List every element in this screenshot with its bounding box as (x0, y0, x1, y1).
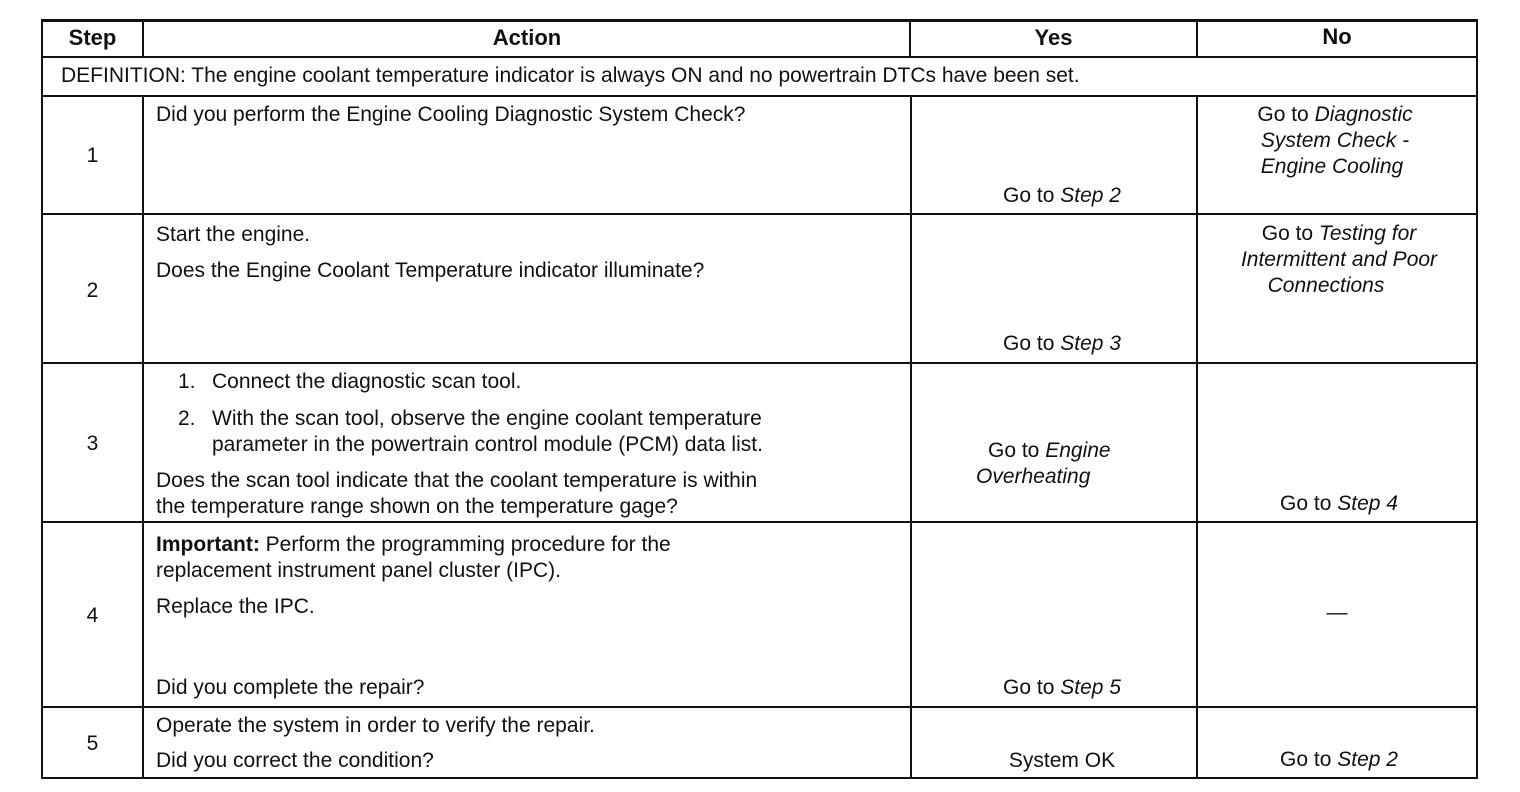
yes-target-line1: Engine (1045, 439, 1111, 462)
go-to-label: Go to (1257, 103, 1309, 126)
no-target: Step 2 (1337, 748, 1398, 771)
table-border-left (41, 19, 43, 779)
list-item-number: 2. (178, 407, 196, 430)
step-number: 4 (86, 604, 99, 627)
action-question (156, 468, 908, 520)
go-to-label: Go to (1261, 222, 1314, 245)
definition-text: DEFINITION: The engine coolant temperature indicator is always ON and no powertrain DTCs have been set. (61, 64, 1080, 87)
yes-result (911, 675, 1213, 701)
no-target-line2: System Check - (1260, 129, 1410, 152)
go-to-label: Go to (1003, 332, 1055, 355)
no-target: Step 4 (1337, 492, 1398, 515)
action-question: Does the Engine Coolant Temperature indicator illuminate? (156, 259, 705, 282)
definition-divider (41, 95, 1478, 97)
step-action-divider (142, 95, 144, 779)
no-target-line1: Testing for (1318, 222, 1417, 245)
yes-target: Step 2 (1060, 184, 1121, 207)
row1-divider (41, 213, 1478, 215)
yes-result: System OK (1008, 749, 1116, 772)
row4-divider (41, 706, 1478, 708)
yes-target: Step 3 (1060, 332, 1121, 355)
step-number: 5 (86, 732, 99, 755)
header-no: No (1322, 24, 1352, 49)
important-label: Important: (156, 533, 260, 556)
yes-result (976, 438, 1191, 490)
no-result (1198, 747, 1480, 773)
step-number: 3 (86, 432, 99, 455)
question-line: Does the scan tool indicate that the coolant temperature is within (156, 469, 758, 492)
question-line: the temperature range shown on the temperature gage? (156, 495, 678, 518)
list-item (212, 406, 908, 458)
row3-divider (41, 521, 1478, 523)
list-item: Connect the diagnostic scan tool. (212, 370, 522, 393)
important-note (156, 532, 908, 584)
header-divider (41, 56, 1478, 58)
step-number: 2 (86, 279, 99, 302)
yes-result (911, 331, 1213, 357)
action-line: Operate the system in order to verify the repair. (156, 714, 595, 737)
header-action: Action (492, 25, 562, 50)
go-to-label: Go to (1280, 492, 1332, 515)
row2-divider (41, 362, 1478, 364)
no-target-line3: Connections (1267, 274, 1385, 297)
go-to-label: Go to (1280, 748, 1332, 771)
yes-target-line2: Overheating (976, 465, 1091, 488)
step-number: 1 (86, 144, 99, 167)
go-to-label: Go to (1003, 676, 1055, 699)
no-target-line2: Intermittent and Poor (1240, 248, 1438, 271)
no-result-dash: — (1326, 601, 1348, 624)
header-yes: Yes (1034, 25, 1073, 50)
action-line: Start the engine. (156, 223, 311, 246)
yes-result (911, 183, 1213, 209)
no-target-line3: Engine Cooling (1260, 155, 1404, 178)
action-question: Did you perform the Engine Cooling Diagnostic System Check? (156, 103, 746, 126)
no-target-line1: Diagnostic (1314, 103, 1413, 126)
header-step: Step (68, 25, 117, 50)
action-line: Replace the IPC. (156, 595, 315, 618)
no-result (1198, 221, 1480, 299)
important-text: Perform the programming procedure for the (259, 533, 671, 556)
list-item-number: 1. (178, 370, 196, 393)
table-border-bottom (41, 777, 1478, 779)
no-result (1198, 491, 1480, 517)
list-item-line: With the scan tool, observe the engine coolant temperature (212, 407, 762, 430)
table-border-top (41, 19, 1478, 22)
yes-target: Step 5 (1060, 676, 1121, 699)
table-border-right (1476, 19, 1478, 779)
action-question: Did you complete the repair? (156, 676, 425, 699)
go-to-label: Go to (988, 439, 1040, 462)
important-text-line2: replacement instrument panel cluster (IPC). (156, 559, 561, 582)
go-to-label: Go to (1003, 184, 1055, 207)
no-result (1198, 102, 1472, 180)
list-item-line: parameter in the powertrain control module (PCM) data list. (212, 433, 763, 456)
action-question: Did you correct the condition? (156, 749, 434, 772)
